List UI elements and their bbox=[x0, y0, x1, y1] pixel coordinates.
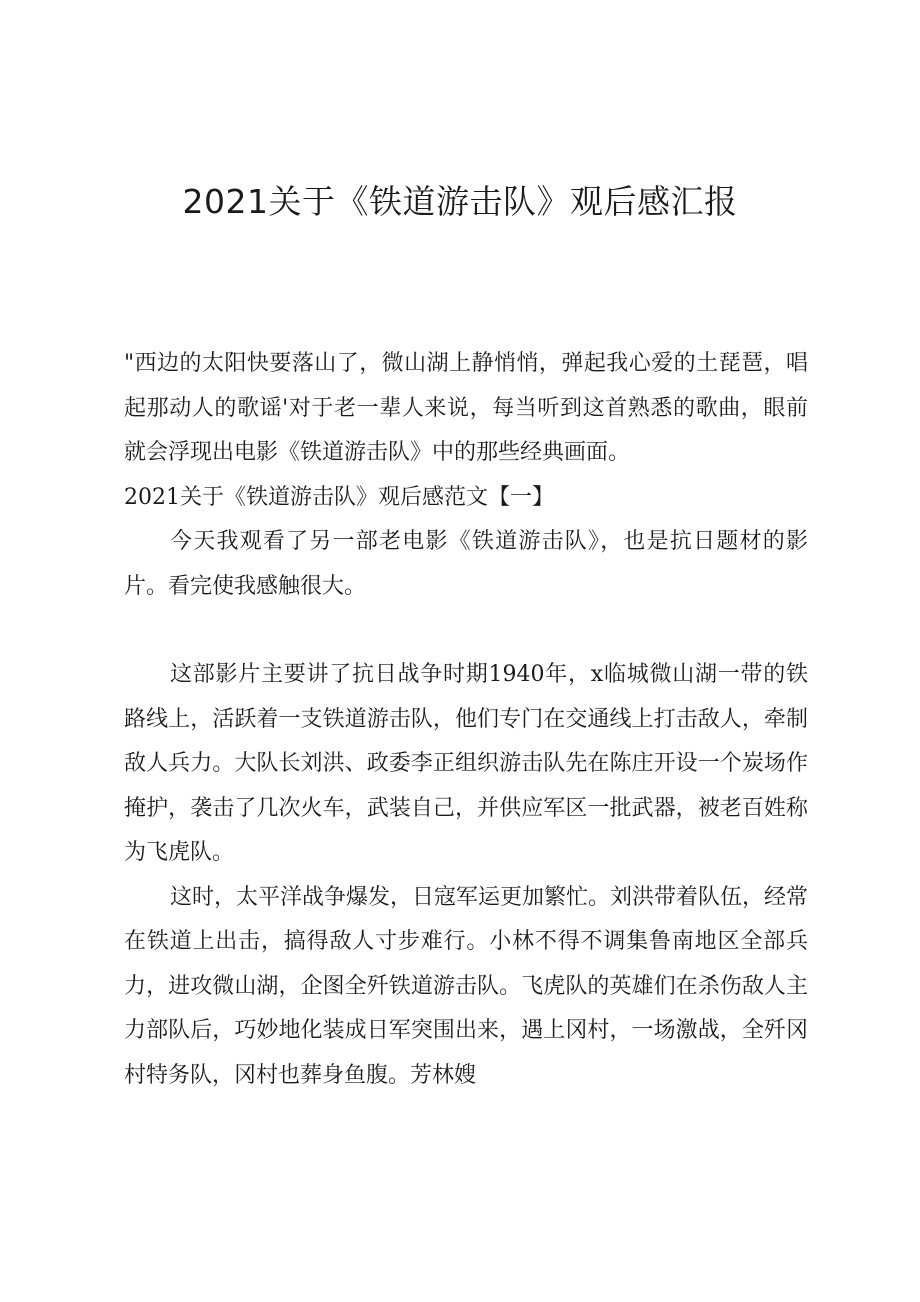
body-paragraph: 今天我观看了另一部老电影《铁道游击队》，也是抗日题材的影片。看完使我感触很大。 bbox=[124, 529, 808, 599]
body-paragraph: 这部影片主要讲了抗日战争时期1940年，x临城微山湖一带的铁路线上，活跃着一支铁道游击队，他们专门在交通线上打击敌人，牵制敌人兵力。大队长刘洪、政委李正组织游击队先在陈庄开设一个炭场作掩护，袭击了几次火车，武装自己，并供应军区一批武器，被老百姓称为飞虎队。 bbox=[124, 662, 808, 865]
document-body bbox=[124, 342, 808, 1098]
section-heading: 2021关于《铁道游击队》观后感范文【一】 bbox=[124, 484, 554, 510]
paragraph-spacer bbox=[124, 609, 808, 653]
page-title: 2021关于《铁道游击队》观后感汇报 bbox=[182, 182, 738, 221]
body-paragraph: 这时，太平洋战争爆发，日寇军运更加繁忙。刘洪带着队伍，经常在铁道上出击，搞得敌人寸步难行。小林不得不调集鲁南地区全部兵力，进攻微山湖，企图全歼铁道游击队。飞虎队的英雄们在杀伤敌人主力部队后，巧妙地化装成日军突围出来，遇上冈村，一场激战，全歼冈村特务队，冈村也葬身鱼腹。芳林嫂 bbox=[124, 884, 809, 1088]
intro-paragraph: "西边的太阳快要落山了，微山湖上静悄悄，弹起我心爱的土琵琶，唱起那动人的歌谣'对于老一辈人来说，每当听到这首熟悉的歌曲，眼前就会浮现出电影《铁道游击队》中的那些经典画面。 bbox=[124, 351, 808, 465]
